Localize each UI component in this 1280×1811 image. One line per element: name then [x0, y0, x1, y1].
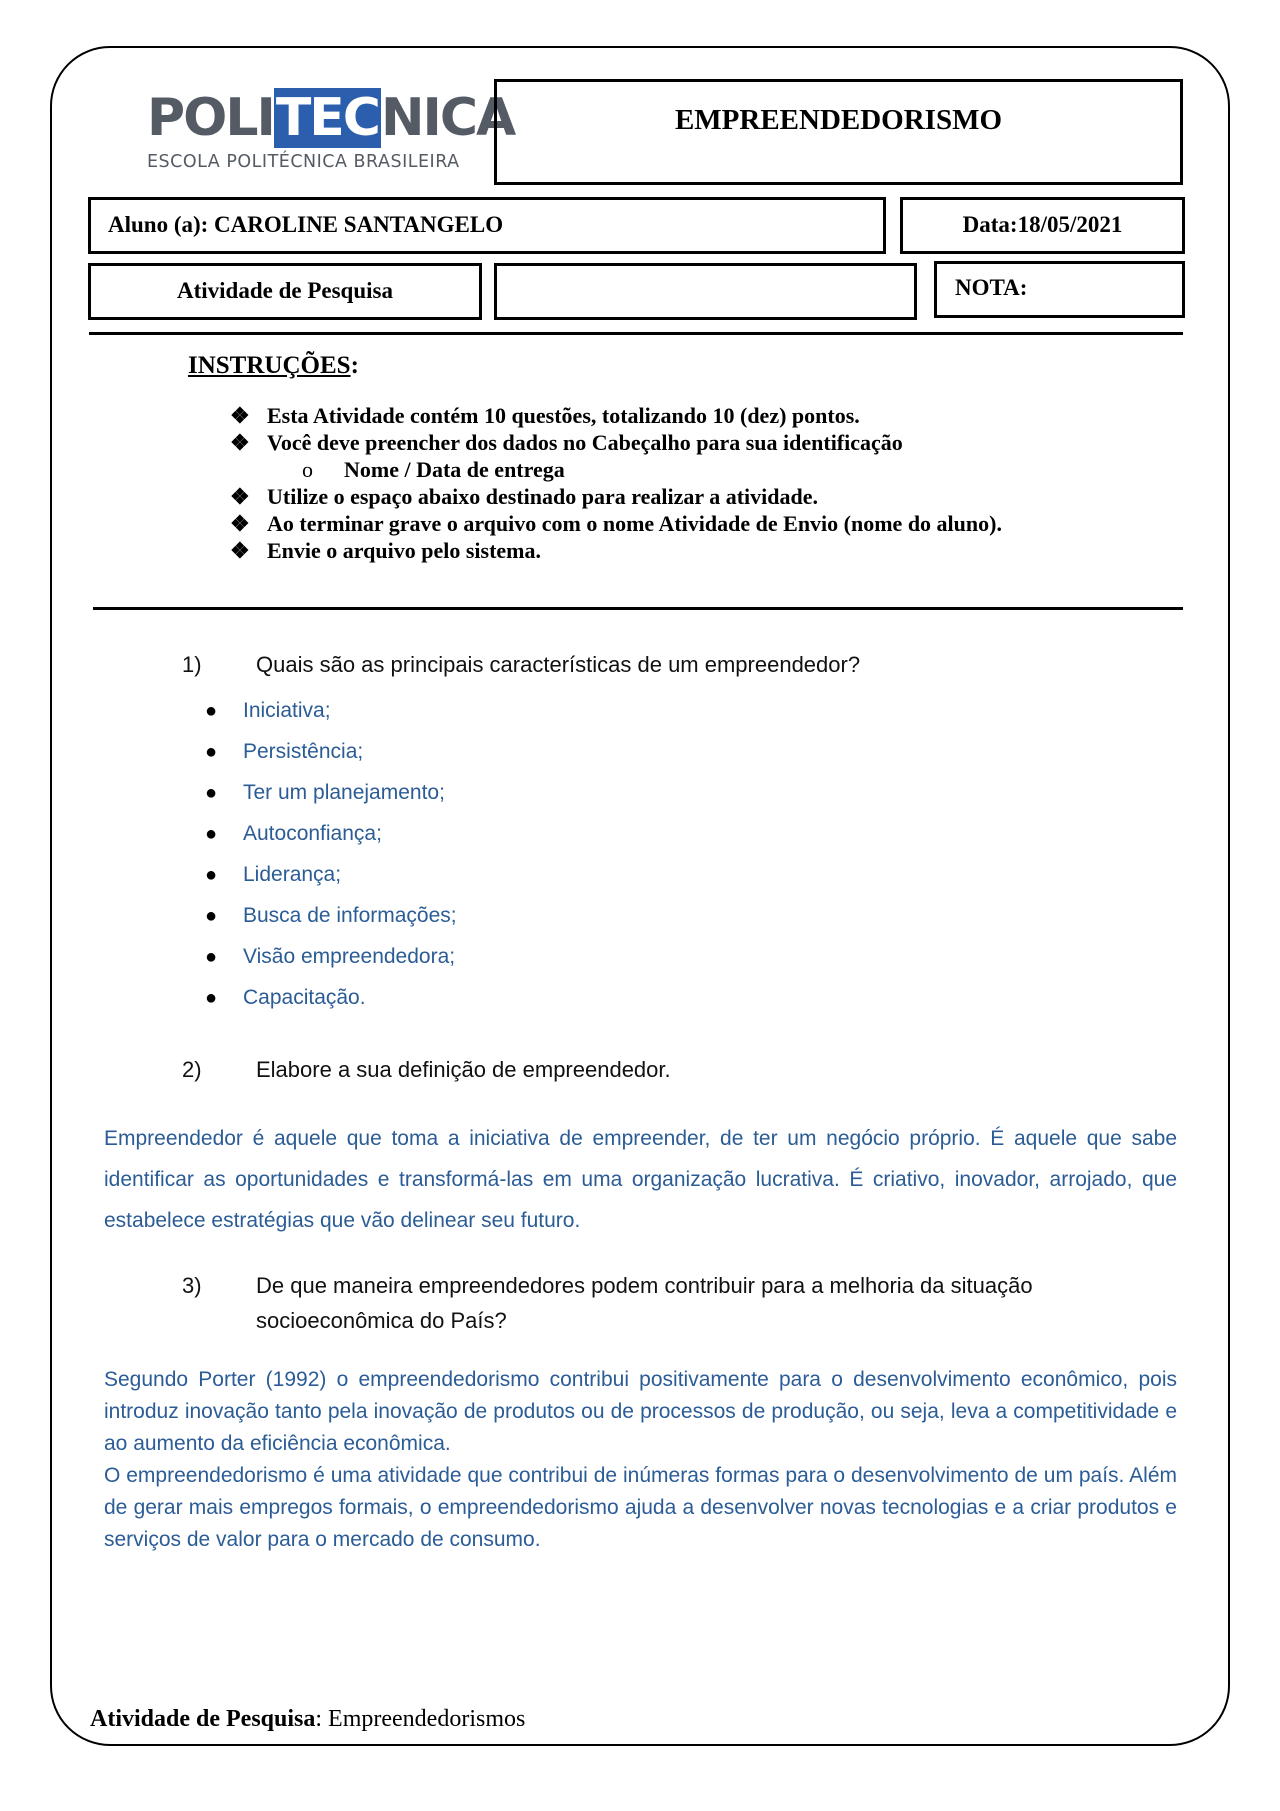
list-item: ● Persistência;: [205, 740, 364, 763]
blank-field-box: [494, 263, 917, 320]
footer-text: Empreendedorismos: [322, 1706, 526, 1732]
subject-title: EMPREENDEDORISMO: [674, 104, 1003, 136]
answer-3-paragraph-1: Segundo Porter (1992) o empreendedorismo contribui positivamente para o desenvolvimento econômico, pois introduz inovação tanto pela inovação de produtos ou de processos de produção, ou seja, leva a competitividade e ao aumento da eficiência econômica.: [104, 1368, 1177, 1455]
instructions-divider: [93, 607, 1183, 610]
question-3: [182, 1268, 1033, 1338]
logo-wordmark: POLITECNICA: [147, 88, 515, 148]
date-box: [900, 197, 1185, 254]
instructions-list: [230, 402, 1002, 564]
list-item: ● Liderança;: [205, 863, 342, 886]
instruction-item: ❖ Você deve preencher dos dados no Cabeçalho para sua identificação: [230, 430, 903, 455]
question-text: De que maneira empreendedores podem contribuir para a melhoria da situação: [256, 1273, 1033, 1298]
question-text-cont: socioeconômica do País?: [256, 1308, 507, 1333]
question-number: 3): [182, 1273, 202, 1298]
header-divider: [89, 332, 1183, 335]
instructions-title: INSTRUÇÕES:: [188, 352, 359, 379]
instruction-subitem: o Nome / Data de entrega: [302, 457, 565, 482]
list-item: ● Capacitação.: [205, 986, 366, 1009]
question-2: [182, 1052, 671, 1087]
instruction-item: ❖ Utilize o espaço abaixo destinado para realizar a atividade.: [230, 484, 818, 509]
date-field: Data:18/05/2021: [962, 212, 1123, 237]
school-logo: [147, 88, 515, 180]
question-number: 2): [182, 1057, 202, 1082]
list-item: ● Busca de informações;: [205, 904, 457, 927]
list-item: ● Ter um planejamento;: [205, 781, 445, 804]
logo-subtitle: ESCOLA POLITÉCNICA BRASILEIRA: [147, 152, 460, 172]
activity-type-box: [88, 263, 482, 320]
question-1: [182, 647, 860, 682]
grade-label: NOTA:: [955, 275, 1028, 300]
subject-title-box: [494, 79, 1183, 185]
instruction-item: ❖ Envie o arquivo pelo sistema.: [230, 538, 542, 563]
answer-1-list: [205, 690, 457, 1018]
footer-label: Atividade de Pesquisa: [90, 1706, 316, 1732]
activity-type: Atividade de Pesquisa: [177, 278, 393, 303]
student-name: Aluno (a): CAROLINE SANTANGELO: [108, 212, 504, 237]
grade-box: [934, 261, 1185, 318]
answer-3-paragraph-2: O empreendedorismo é uma atividade que contribui de inúmeras formas para o desenvolvimento de um país. Além de gerar mais empregos formais, o empreendedorismo ajuda a desenvolver novas tecnologias e a criar produtos e serviços de valor para o mercado de consumo.: [104, 1464, 1177, 1551]
answer-2-text: Empreendedor é aquele que toma a iniciativa de empreender, de ter um negócio próprio. É aquele que sabe identificar as oportunidades e transformá-las em uma organização lucrativa. É criativo, inovador, arrojado, que estabelece estratégias que vão delinear seu futuro.: [104, 1127, 1177, 1232]
question-number: 1): [182, 652, 202, 677]
student-name-box: [88, 197, 886, 254]
instruction-item: ❖ Esta Atividade contém 10 questões, totalizando 10 (dez) pontos.: [230, 403, 860, 428]
list-item: ● Iniciativa;: [205, 699, 331, 722]
answer-3-text: [104, 1364, 1177, 1556]
instruction-item: ❖ Ao terminar grave o arquivo com o nome Atividade de Envio (nome do aluno).: [230, 511, 1002, 536]
page-footer: Atividade de Pesquisa: Empreendedorismos: [90, 1706, 526, 1732]
list-item: ● Autoconfiança;: [205, 822, 382, 845]
question-text: Quais são as principais características de um empreendedor?: [256, 652, 861, 677]
list-item: ● Visão empreendedora;: [205, 945, 456, 968]
question-text: Elabore a sua definição de empreendedor.: [256, 1057, 671, 1082]
